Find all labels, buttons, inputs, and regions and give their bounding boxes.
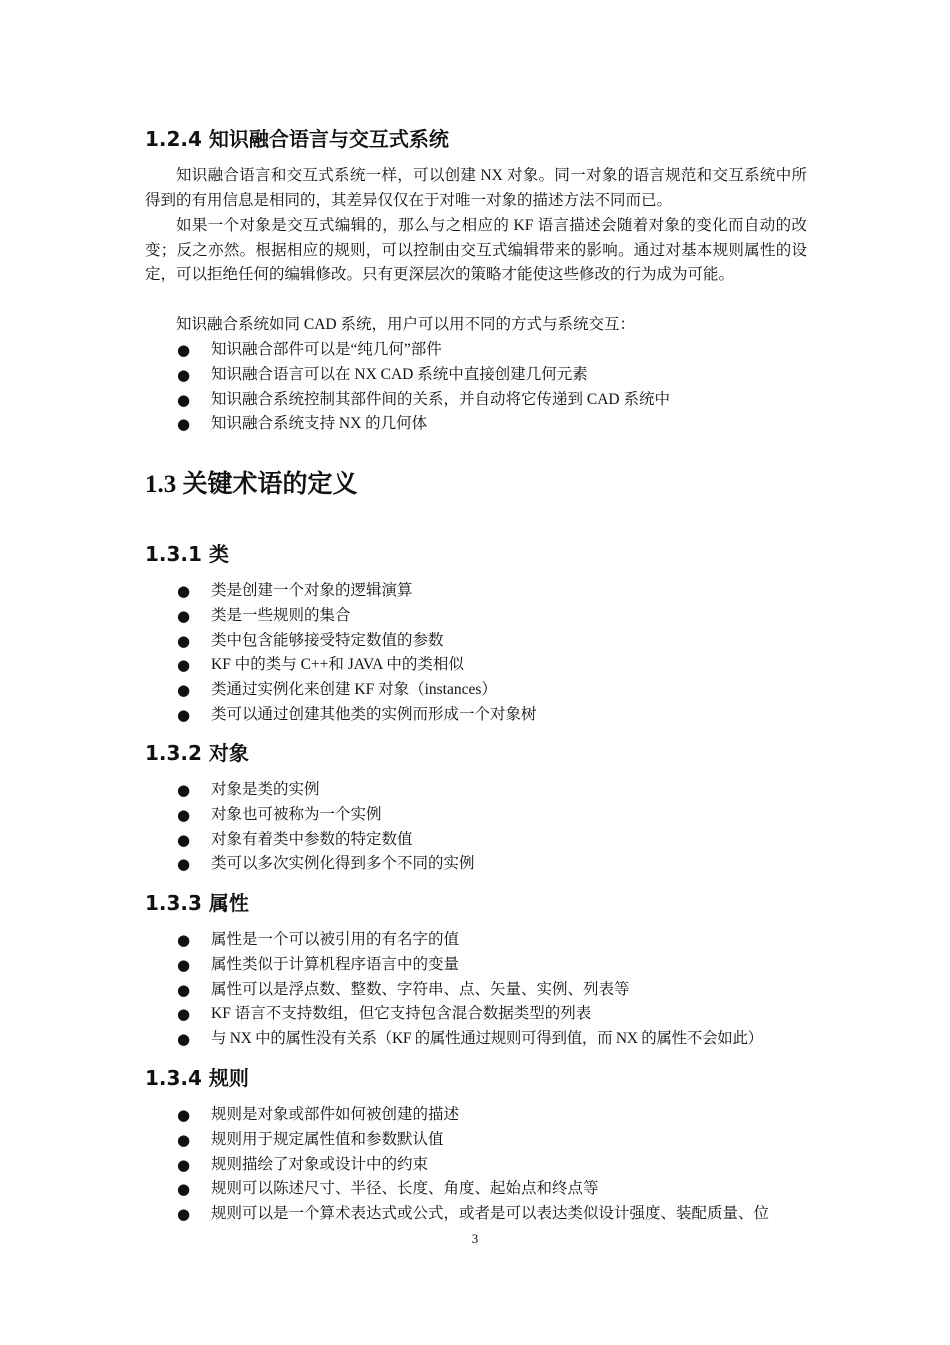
bullet-icon: ● — [177, 830, 191, 849]
bullet-icon: ● — [177, 656, 191, 675]
bullet-icon: ● — [177, 1155, 191, 1174]
bullet-icon: ● — [177, 931, 191, 949]
list-item — [145, 653, 807, 678]
heading-1-3-3: 1.3.3 属性 — [145, 891, 249, 915]
list-item — [145, 338, 807, 363]
bullet-icon: ● — [177, 681, 191, 700]
list-item-text: KF 中的类与 C++和 JAVA 中的类相似 — [211, 656, 464, 674]
list-item-text: 知识融合系统支持 NX 的几何体 — [211, 415, 428, 433]
bullet-icon: ● — [177, 805, 191, 824]
list-item — [145, 412, 807, 437]
bullet-icon: ● — [177, 631, 191, 650]
list-item — [145, 388, 807, 413]
list-item-text: 规则描绘了对象或设计中的约束 — [211, 1155, 429, 1173]
bullet-icon: ● — [177, 1030, 191, 1049]
list-item — [145, 1177, 807, 1202]
list-item-text: 类是创建一个对象的逻辑演算 — [211, 582, 413, 599]
bullet-icon: ● — [177, 1005, 191, 1024]
list-item — [145, 953, 807, 978]
list-item-text: 类可以多次实例化得到多个不同的实例 — [211, 855, 475, 873]
list-item — [145, 1202, 807, 1227]
list-item-text: 类可以通过创建其他类的实例而形成一个对象树 — [211, 705, 537, 723]
bullet-icon: ● — [177, 705, 191, 724]
bullet-icon: ● — [177, 341, 191, 359]
list-item — [145, 778, 807, 803]
bullet-icon: ● — [177, 955, 191, 974]
list-item — [145, 1153, 807, 1178]
list-item — [145, 1027, 807, 1052]
bullet-icon: ● — [177, 1205, 191, 1224]
bullet-list-class — [145, 579, 807, 728]
list-item-text: 类中包含能够接受特定数值的参数 — [211, 631, 444, 649]
list-item-text: 类通过实例化来创建 KF 对象（instances） — [211, 681, 497, 699]
list-item-text: 知识融合部件可以是“纯几何”部件 — [211, 341, 442, 358]
bullet-icon: ● — [177, 1180, 191, 1199]
bullet-icon: ● — [177, 415, 191, 434]
list-item-text: 规则用于规定属性值和参数默认值 — [211, 1130, 444, 1148]
bullet-icon: ● — [177, 390, 191, 409]
list-item-text: 对象也可被称为一个实例 — [211, 805, 382, 823]
paragraph-interactive-editing: 如果一个对象是交互式编辑的，那么与之相应的 KF 语言描述会随着对象的变化而自动的改变；反之亦然。根据相应的规则，可以控制由交互式编辑带来的影响。通过对基本规则属性的设定，可以拒绝任何的编辑修改。只有更深层次的策略才能使这些修改的行为成为可能。 — [145, 217, 807, 284]
heading-1-2-4: 1.2.4 知识融合语言与交互式系统 — [145, 127, 449, 151]
list-item-text: 与 NX 中的属性没有关系（KF 的属性通过规则可得到值，而 NX 的属性不会如此） — [211, 1030, 763, 1048]
list-item-text: 对象有着类中参数的特定数值 — [211, 830, 413, 848]
list-item-text: 属性类似于计算机程序语言中的变量 — [211, 955, 460, 973]
list-item — [145, 978, 807, 1003]
list-item-text: 规则可以陈述尺寸、半径、长度、角度、起始点和终点等 — [211, 1180, 599, 1198]
heading-1-3-4: 1.3.4 规则 — [145, 1066, 249, 1090]
list-item — [145, 629, 807, 654]
bullet-icon: ● — [177, 1106, 191, 1124]
bullet-icon: ● — [177, 365, 191, 384]
list-item — [145, 1002, 807, 1027]
list-item — [145, 703, 807, 728]
list-item-text: 属性可以是浮点数、整数、字符串、点、矢量、实例、列表等 — [211, 980, 630, 998]
list-item-text: 知识融合系统控制其部件间的关系，并自动将它传递到 CAD 系统中 — [211, 390, 670, 408]
list-item-text: KF 语言不支持数组，但它支持包含混合数据类型的列表 — [211, 1005, 592, 1023]
bullet-icon: ● — [177, 980, 191, 999]
paragraph-kf-and-interactive: 知识融合语言和交互式系统一样，可以创建 NX 对象。同一对象的语言规范和交互系统中所得到的有用信息是相同的，其差异仅仅在于对唯一对象的描述方法不同而已。 — [145, 167, 807, 209]
list-item — [145, 604, 807, 629]
list-item — [145, 1103, 807, 1128]
bullet-icon: ● — [177, 606, 191, 625]
list-item — [145, 363, 807, 388]
list-item-text: 规则可以是一个算术表达式或公式，或者是可以表达类似设计强度、装配质量、位 — [211, 1205, 770, 1223]
list-item-text: 知识融合语言可以在 NX CAD 系统中直接创建几何元素 — [211, 365, 588, 383]
paragraph-kf-like-cad: 知识融合系统如同 CAD 系统，用户可以用不同的方式与系统交互： — [176, 316, 635, 333]
bullet-list-rule — [145, 1103, 807, 1227]
list-item-text: 类是一些规则的集合 — [211, 606, 351, 624]
list-item — [145, 928, 807, 953]
bullet-icon: ● — [177, 1130, 191, 1149]
bullet-icon: ● — [177, 855, 191, 874]
heading-1-3-2: 1.3.2 对象 — [145, 741, 249, 765]
list-item — [145, 803, 807, 828]
heading-1-3: 1.3 关键术语的定义 — [145, 471, 358, 498]
bullet-icon: ● — [177, 582, 191, 600]
list-item-text: 属性是一个可以被引用的有名字的值 — [211, 931, 460, 948]
heading-1-3-1: 1.3.1 类 — [145, 542, 229, 566]
bullet-list-object — [145, 778, 807, 877]
page-number: 3 — [471, 1231, 479, 1246]
bullet-icon: ● — [177, 781, 191, 799]
bullet-list-attribute — [145, 928, 807, 1052]
list-item — [145, 678, 807, 703]
list-item — [145, 852, 807, 877]
list-item-text: 规则是对象或部件如何被创建的描述 — [211, 1106, 460, 1123]
list-item — [145, 1128, 807, 1153]
list-item — [145, 579, 807, 604]
list-item-text: 对象是类的实例 — [211, 781, 320, 798]
bullet-list-kf-system — [145, 338, 807, 437]
list-item — [145, 828, 807, 853]
